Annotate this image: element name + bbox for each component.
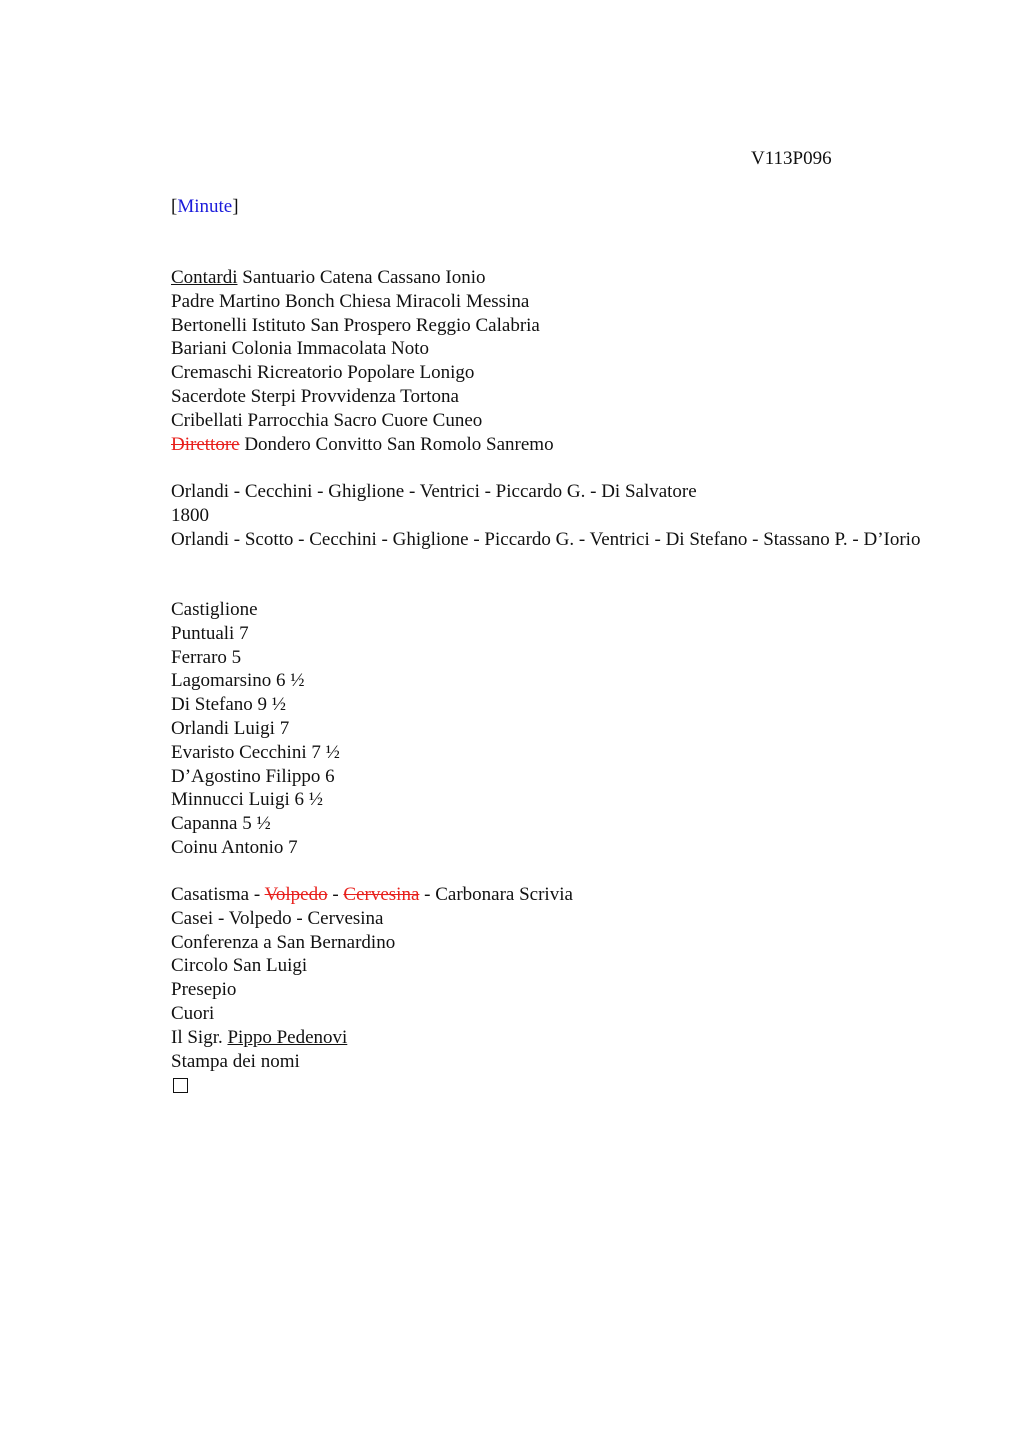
list-item-text: Santuario Catena Cassano Ionio — [237, 267, 486, 288]
places-line-6: Cuori — [171, 1002, 215, 1024]
list-item — [171, 433, 941, 457]
score-item: Evaristo Cecchini 7 ½ — [171, 741, 340, 763]
score-item: Coinu Antonio 7 — [171, 836, 298, 858]
underlined-name: Pippo Pedenovi — [227, 1026, 348, 1048]
deleted-word: Volpedo — [264, 884, 328, 905]
score-item: D’Agostino Filippo 6 — [171, 765, 335, 787]
list-item: Cremaschi Ricreatorio Popolare Lonigo — [171, 362, 475, 384]
places-text: - Carbonara Scrivia — [419, 884, 573, 905]
list-item: Bariani Colonia Immacolata Noto — [171, 338, 430, 360]
places-line-3: Conferenza a San Bernardino — [171, 931, 396, 953]
scores-heading: Castiglione — [171, 599, 258, 620]
list-item-text: Dondero Convitto San Romolo Sanremo — [239, 433, 554, 455]
underlined-name: Contardi — [171, 267, 238, 288]
places-line-2: Casei - Volpedo - Cervesina — [171, 907, 384, 929]
places-line-7 — [171, 1026, 941, 1050]
minute-link[interactable]: Minute — [177, 196, 233, 217]
score-item: Di Stefano 9 ½ — [171, 694, 287, 716]
places-line-8: Stampa dei nomi — [171, 1050, 300, 1072]
bracket-open: [ — [171, 196, 178, 217]
places-text: Il Sigr. — [171, 1026, 228, 1048]
places-line-1 — [171, 883, 941, 907]
places-line-5: Presepio — [171, 979, 237, 1001]
list-item: Cribellati Parrocchia Sacro Cuore Cuneo — [171, 409, 483, 431]
list-item — [171, 266, 941, 290]
list-item: Bertonelli Istituto San Prospero Reggio Calabria — [171, 314, 540, 336]
list-item: Sacerdote Sterpi Provvidenza Tortona — [171, 385, 459, 407]
score-item: Ferraro 5 — [171, 646, 242, 668]
names-block — [171, 480, 941, 551]
places-separator: - — [327, 884, 344, 905]
score-item: Capanna 5 ½ — [171, 813, 271, 835]
minute-label-line — [171, 195, 239, 219]
names-line-1: Orlandi - Cecchini - Ghiglione - Ventrici - Piccardo G. - Di Salvatore — [171, 481, 697, 502]
institutions-list — [171, 266, 941, 456]
scores-block — [171, 598, 941, 860]
list-item: Padre Martino Bonch Chiesa Miracoli Messina — [171, 290, 530, 312]
score-item: Orlandi Luigi 7 — [171, 717, 290, 739]
places-block — [171, 883, 941, 1093]
places-text: Casatisma - — [171, 884, 265, 905]
names-line-2: Orlandi - Scotto - Cecchini - Ghiglione - Piccardo G. - Ventrici - Di Stefano - Stassano P. - D’Iorio — [171, 528, 921, 550]
places-line-4: Circolo San Luigi — [171, 955, 308, 977]
score-item: Lagomarsino 6 ½ — [171, 670, 305, 692]
year-line: 1800 — [171, 504, 209, 526]
score-item: Minnucci Luigi 6 ½ — [171, 789, 323, 811]
deleted-word: Cervesina — [343, 884, 420, 905]
bracket-close: ] — [232, 196, 239, 217]
checkbox-square-icon — [173, 1078, 188, 1093]
page-id: V113P096 — [751, 148, 832, 169]
score-item: Puntuali 7 — [171, 622, 249, 644]
deleted-word: Direttore — [171, 433, 240, 455]
